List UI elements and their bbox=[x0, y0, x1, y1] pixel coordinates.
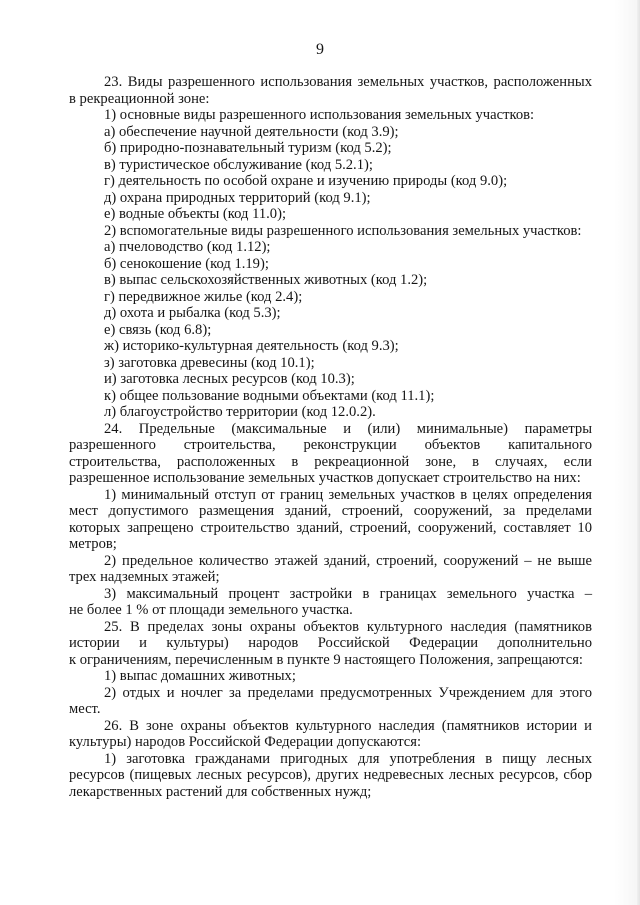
document-body bbox=[69, 74, 592, 800]
text-line: з) заготовка древесины (код 10.1); bbox=[104, 354, 315, 371]
text-line: 1) заготовка гражданами пригодных для употребления в пищу лесных bbox=[104, 750, 592, 767]
text-line: ж) историко-культурная деятельность (код 9.3); bbox=[104, 338, 399, 354]
text-line: метров; bbox=[69, 536, 117, 552]
text-line: культуры) народов Российской Федерации допускаются: bbox=[69, 734, 422, 750]
text-line: 1) выпас домашних животных; bbox=[104, 668, 296, 684]
text-line: 2) отдых и ночлег за пределами предусмотренных Учреждением для этого bbox=[104, 684, 592, 701]
text-line: д) охрана природных территорий (код 9.1); bbox=[104, 189, 371, 206]
text-line: ресурсов (пищевых лесных ресурсов), других недревесных лесных ресурсов, сбор bbox=[69, 767, 592, 783]
text-line: 2) вспомогательные виды разрешенного использования земельных участков: bbox=[104, 222, 582, 239]
text-line: д) охота и рыбалка (код 5.3); bbox=[104, 305, 281, 321]
text-line: 24. Предельные (максимальные и (или) минимальные) параметры bbox=[104, 420, 592, 437]
text-line: 25. В пределах зоны охраны объектов культурного наследия (памятников bbox=[104, 618, 592, 635]
text-line: и) заготовка лесных ресурсов (код 10.3); bbox=[104, 371, 355, 387]
text-line: 3) максимальный процент застройки в границах земельного участка – bbox=[104, 585, 592, 602]
text-line: мест допустимого размещения зданий, строений, сооружений, за пределами bbox=[69, 503, 592, 519]
text-line: разрешенное использование земельных участков допускает строительство на них: bbox=[69, 470, 581, 486]
text-line: мест. bbox=[69, 701, 101, 717]
text-line: г) передвижное жилье (код 2.4); bbox=[104, 288, 303, 305]
text-line: в) выпас сельскохозяйственных животных (код 1.2); bbox=[104, 272, 428, 288]
text-line: е) водные объекты (код 11.0); bbox=[104, 206, 287, 222]
text-line: б) природно-познавательный туризм (код 5.2); bbox=[104, 140, 392, 156]
text-line: а) обеспечение научной деятельности (код 3.9); bbox=[104, 123, 399, 140]
text-line: истории и культуры) народов Российской Федерации дополнительно bbox=[69, 635, 592, 651]
text-line: а) пчеловодство (код 1.12); bbox=[104, 239, 271, 255]
text-line: 2) предельное количество этажей зданий, строений, сооружений – не выше bbox=[104, 552, 592, 569]
text-line: л) благоустройство территории (код 12.0.2). bbox=[104, 404, 376, 420]
text-line: к ограничениям, перечисленным в пункте 9 настоящего Положения, запрещаются: bbox=[69, 651, 583, 668]
text-line: трех надземных этажей; bbox=[69, 569, 220, 585]
text-line: 1) минимальный отступ от границ земельных участков в целях определения bbox=[104, 486, 592, 503]
text-line: 1) основные виды разрешенного использования земельных участков: bbox=[104, 107, 535, 123]
text-line: не более 1 % от площади земельного участка. bbox=[69, 602, 353, 618]
text-line: разрешенного строительства, реконструкции объектов капитального bbox=[69, 437, 592, 453]
text-line: в рекреационной зоне: bbox=[69, 90, 210, 107]
text-line: е) связь (код 6.8); bbox=[104, 321, 212, 338]
text-line: которых запрещено строительство зданий, строений, сооружений, составляет 10 bbox=[69, 519, 592, 536]
text-line: 26. В зоне охраны объектов культурного наследия (памятников истории и bbox=[104, 717, 592, 734]
page-number: 9 bbox=[316, 41, 324, 58]
text-line: лекарственных растений для собственных нужд; bbox=[69, 783, 372, 800]
text-line: в) туристическое обслуживание (код 5.2.1); bbox=[104, 156, 373, 173]
text-line: г) деятельность по особой охране и изучению природы (код 9.0); bbox=[104, 173, 508, 189]
text-line: строительства, расположенных в рекреационной зоне, в случаях, если bbox=[69, 453, 592, 470]
text-line: 23. Виды разрешенного использования земельных участков, расположенных bbox=[104, 74, 592, 90]
text-line: б) сенокошение (код 1.19); bbox=[104, 255, 269, 272]
text-line: к) общее пользование водными объектами (код 11.1); bbox=[104, 387, 435, 404]
